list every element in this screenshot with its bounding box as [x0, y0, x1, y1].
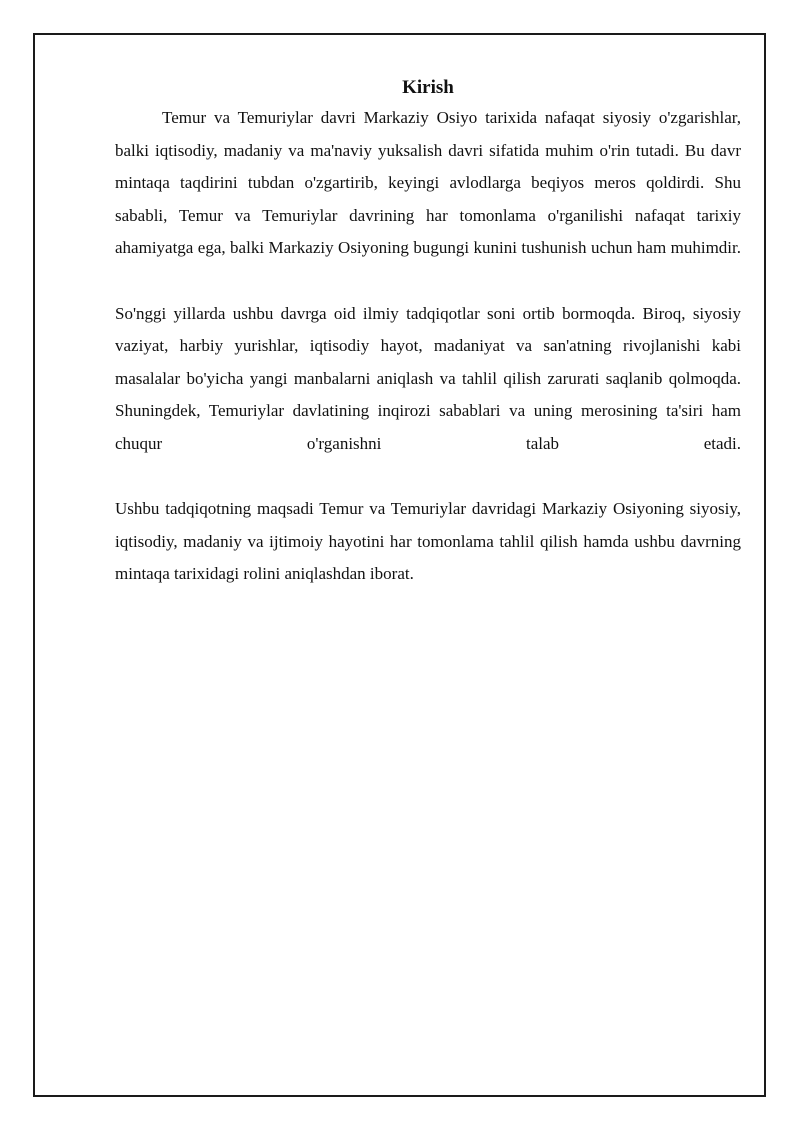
document-body: [115, 74, 741, 591]
paragraph-spacer: [115, 461, 741, 494]
document-title: Kirish: [402, 77, 454, 98]
paragraph-intro: Temur va Temuriylar davri Markaziy Osiyo tarixida nafaqat siyosiy o'zgarishlar, balki iqtisodiy, madaniy va ma'naviy yuksalish davri sifatida muhim o'rin tutadi. Bu davr mintaqa taqdirini tubdan o'zgartirib, keyingi avlodlarga beqiyos meros qoldirdi. Shu sababli, Temur va Temuriylar davrining har tomonlama o'rganilishi nafaqat tarixiy ahamiyatga ega, balki Markaziy Osiyoning bugungi kunini tushunish uchun ham muhimdir.: [115, 108, 741, 258]
paragraph-research-state: So'nggi yillarda ushbu davrga oid ilmiy tadqiqotlar soni ortib bormoqda. Biroq, siyosiy vaziyat, harbiy yurishlar, iqtisodiy hayot, madaniyat va san'atning rivojlanishi kabi masalalar bo'yicha yangi manbalarni aniqlash va tahlil qilish zarurati saqlanib qolmoqda. Shuningdek, Temuriylar davlatining inqirozi sabablari va uning merosining ta'siri ham chuqur o'rganishni talab etadi.: [115, 303, 741, 453]
paragraph-spacer: [115, 265, 741, 298]
paragraph-aim: Ushbu tadqiqotning maqsadi Temur va Temuriylar davridagi Markaziy Osiyoning siyosiy, iqtisodiy, madaniy va ijtimoiy hayotini har tomonlama tahlil qilish hamda ushbu davrning mintaqa tarixidagi rolini aniqlashdan iborat.: [115, 499, 741, 584]
